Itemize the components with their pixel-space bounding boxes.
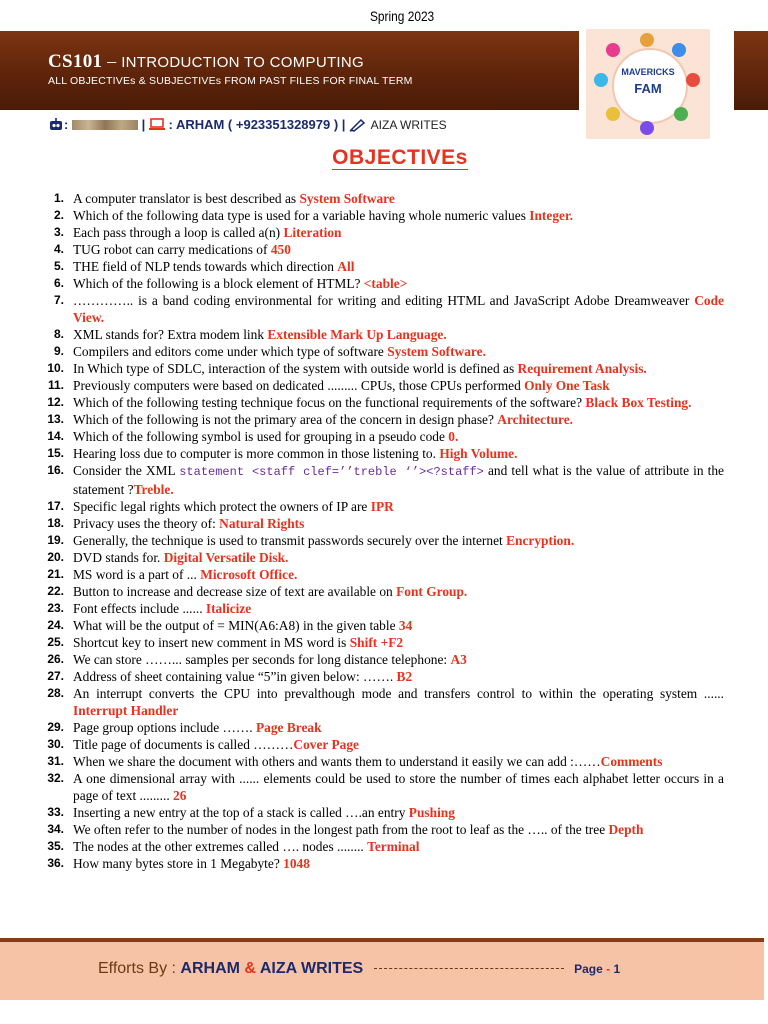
logo-figure <box>606 43 620 57</box>
question-text: DVD stands for. <box>73 550 164 565</box>
question-number: 26. <box>47 652 64 666</box>
question-item <box>0 428 768 445</box>
question-number: 6. <box>53 276 64 290</box>
question-number: 30. <box>47 737 64 751</box>
answer-text: Italicize <box>205 601 252 616</box>
question-number: 3. <box>53 225 64 239</box>
question-text: Inserting a new entry at the top of a stack is called ….an entry <box>73 805 409 820</box>
question-number: 32. <box>47 771 64 785</box>
question-number: 36. <box>47 856 64 870</box>
question-number: 24. <box>47 618 64 632</box>
question-text: Each pass through a loop is called a(n) <box>73 225 284 240</box>
question-item <box>0 770 768 804</box>
page-label: Page <box>574 962 603 976</box>
question-item <box>0 532 768 549</box>
question-item <box>0 241 768 258</box>
question-item <box>0 600 768 617</box>
question-number: 13. <box>47 412 64 426</box>
answer-text: Literation <box>283 225 342 240</box>
question-text: Which of the following data type is used for a variable having whole numeric values <box>73 208 530 223</box>
answer-text: All <box>337 259 355 274</box>
term-label: Spring 2023 <box>370 8 435 24</box>
question-item <box>0 821 768 838</box>
course-title <box>48 51 364 73</box>
question-number: 17. <box>47 499 64 513</box>
answer-text: Comments <box>600 754 663 769</box>
answer-text: System Software. <box>387 344 486 359</box>
question-item <box>0 445 768 462</box>
contact-phone: : ARHAM ( +923351328979 ) | <box>168 117 346 133</box>
answer-text: Encryption. <box>506 533 575 548</box>
question-text: Shortcut key to insert new comment in MS word is <box>73 635 350 650</box>
question-number: 8. <box>53 327 64 341</box>
question-number: 10. <box>47 361 64 375</box>
footer-arham: ARHAM <box>180 960 240 977</box>
answer-text: Microsoft Office. <box>200 567 298 582</box>
question-text: We often refer to the number of nodes in the longest path from the root to leaf as the ….. of the tree <box>73 822 609 837</box>
question-list <box>0 190 768 872</box>
answer-text: 34 <box>398 618 413 633</box>
question-text: Which of the following testing technique focus on the functional requirements of the software? <box>73 395 586 410</box>
question-number: 18. <box>47 516 64 530</box>
answer-text: Page Break <box>255 720 322 735</box>
question-item <box>0 394 768 411</box>
answer-text: Digital Versatile Disk. <box>163 550 289 565</box>
answer-text: 1048 <box>283 856 310 871</box>
question-number: 25. <box>47 635 64 649</box>
question-item <box>0 498 768 515</box>
question-item <box>0 651 768 668</box>
question-item <box>0 719 768 736</box>
question-text: Font effects include ...... <box>73 601 206 616</box>
question-text: What will be the output of = MIN(A6:A8) in the given table <box>73 618 399 633</box>
question-item <box>0 617 768 634</box>
laptop-icon <box>149 118 165 131</box>
question-number: 20. <box>47 550 64 564</box>
section-title <box>0 146 768 170</box>
course-name: INTRODUCTION TO COMPUTING <box>121 54 364 71</box>
answer-text: High Volume. <box>439 446 518 461</box>
header-banner-edge <box>734 31 768 110</box>
answer-text: B2 <box>396 669 413 684</box>
question-text: Compilers and editors come under which type of software <box>73 344 388 359</box>
answer-text: Integer. <box>529 208 574 223</box>
question-text: Hearing loss due to computer is more common in those listening to. <box>73 446 440 461</box>
question-number: 35. <box>47 839 64 853</box>
question-text: Previously computers were based on dedicated ......... CPUs, those CPUs performed <box>73 378 525 393</box>
footer-aiza: AIZA WRITES <box>259 960 364 977</box>
question-text-cont: and tell what is the value of attribute in the statement ? <box>73 463 724 497</box>
answer-text: Pushing <box>408 805 455 820</box>
answer-text: Depth <box>608 822 644 837</box>
course-subline: ALL OBJECTIVEs & SUBJECTIVEs FROM PAST FILES FOR FINAL TERM <box>48 75 413 87</box>
question-item <box>0 685 768 719</box>
question-item <box>0 855 768 872</box>
footer-amp: & <box>239 960 260 977</box>
page-number: 1 <box>613 962 621 976</box>
page-dash: - <box>602 962 614 976</box>
question-number: 34. <box>47 822 64 836</box>
answer-text: <table> <box>363 276 408 291</box>
question-text: A computer translator is best described as <box>73 191 300 206</box>
answer-text: Only One Task <box>524 378 610 393</box>
question-text: Which of the following symbol is used for grouping in a pseudo code <box>73 429 449 444</box>
question-number: 1. <box>53 191 64 205</box>
question-item <box>0 566 768 583</box>
writing-hand-icon <box>349 118 367 132</box>
question-number: 19. <box>47 533 64 547</box>
question-text: TUG robot can carry medications of <box>73 242 271 257</box>
question-item <box>0 462 768 498</box>
question-code: statement <staff clef=’’treble ‘’><?staff> <box>179 465 484 479</box>
contact-aiza: AIZA WRITES <box>370 117 447 132</box>
question-item <box>0 326 768 343</box>
question-text: A one dimensional array with ...... elements could be used to store the number of times each alphabet letter occurs in a page of text ......... <box>73 771 724 803</box>
redacted-text <box>72 120 138 130</box>
question-text: When we share the document with others and wants them to understand it easily we can add :…… <box>73 754 601 769</box>
question-item <box>0 258 768 275</box>
logo-figure <box>672 43 686 57</box>
course-dash: – <box>102 51 122 71</box>
logo-text-bottom: FAM <box>634 81 662 96</box>
answer-text: Cover Page <box>293 737 359 752</box>
question-number: 28. <box>47 686 64 700</box>
question-number: 11. <box>47 378 64 392</box>
answer-text: Black Box Testing. <box>585 395 692 410</box>
question-item <box>0 275 768 292</box>
answer-text: 0. <box>448 429 459 444</box>
contact-separator: | <box>141 117 146 133</box>
question-item <box>0 343 768 360</box>
footer-credits <box>98 960 620 978</box>
question-item <box>0 360 768 377</box>
answer-text: Terminal <box>367 839 420 854</box>
footer-efforts: Efforts By : <box>98 960 181 977</box>
question-number: 2. <box>53 208 64 222</box>
question-item <box>0 207 768 224</box>
question-text: Which of the following is a block element of HTML? <box>73 276 364 291</box>
question-text: Specific legal rights which protect the owners of IP are <box>73 499 371 514</box>
question-text: Privacy uses the theory of: <box>73 516 220 531</box>
answer-text: Architecture. <box>497 412 574 427</box>
question-text: Consider the XML <box>73 463 180 478</box>
question-number: 21. <box>47 567 64 581</box>
question-item <box>0 292 768 326</box>
question-number: 33. <box>47 805 64 819</box>
question-item <box>0 411 768 428</box>
question-item <box>0 549 768 566</box>
answer-text: 26 <box>173 788 187 803</box>
question-text: Button to increase and decrease size of text are available on <box>73 584 397 599</box>
answer-text: A3 <box>450 652 467 667</box>
question-number: 15. <box>47 446 64 460</box>
question-item <box>0 224 768 241</box>
answer-text: Shift +F2 <box>349 635 404 650</box>
question-item <box>0 668 768 685</box>
logo-figure <box>640 33 654 47</box>
question-text: Title page of documents is called ……… <box>73 737 294 752</box>
question-item <box>0 753 768 770</box>
question-number: 27. <box>47 669 64 683</box>
question-text: XML stands for? Extra modem link <box>73 327 268 342</box>
question-item <box>0 190 768 207</box>
question-number: 9. <box>53 344 64 358</box>
footer <box>0 942 764 1000</box>
question-number: 7. <box>53 293 64 307</box>
course-code: CS101 <box>48 51 103 72</box>
question-number: 4. <box>53 242 64 256</box>
contact-line: : | : ARHAM ( +923351328979 ) | AIZA WRITES <box>48 116 447 132</box>
question-item <box>0 515 768 532</box>
question-number: 5. <box>53 259 64 273</box>
question-number: 12. <box>47 395 64 409</box>
question-text: How many bytes store in 1 Megabyte? <box>73 856 284 871</box>
question-text: We can store ……... samples per seconds for long distance telephone: <box>73 652 451 667</box>
question-text: Page group options include ……. <box>73 720 256 735</box>
mavericks-fam-logo <box>586 29 710 139</box>
question-item <box>0 377 768 394</box>
answer-text: Treble. <box>133 482 174 497</box>
question-text: In Which type of SDLC, interaction of the system with outside world is defined as <box>73 361 518 376</box>
footer-dashes <box>374 968 564 969</box>
robot-icon <box>48 118 64 132</box>
answer-text: IPR <box>370 499 394 514</box>
question-text: Which of the following is not the primary area of the concern in design phase? <box>73 412 498 427</box>
question-text: ………….. is a band coding environmental for writing and editing HTML and JavaScript Adobe Dreamweaver <box>73 293 695 308</box>
question-number: 23. <box>47 601 64 615</box>
section-title-text: OBJECTIVEs <box>332 146 468 169</box>
question-number: 31. <box>47 754 64 768</box>
answer-text: Natural Rights <box>219 516 305 531</box>
question-text: Generally, the technique is used to transmit passwords securely over the internet <box>73 533 507 548</box>
question-number: 14. <box>47 429 64 443</box>
logo-figure <box>640 121 654 135</box>
answer-text: Font Group. <box>396 584 468 599</box>
question-number: 22. <box>47 584 64 598</box>
answer-text: Interrupt Handler <box>73 703 179 718</box>
answer-text: Requirement Analysis. <box>517 361 647 376</box>
question-text: MS word is a part of ... <box>73 567 201 582</box>
answer-text: System Software <box>299 191 395 206</box>
question-text: Address of sheet containing value “5”in given below: ……. <box>73 669 397 684</box>
question-text: THE field of NLP tends towards which direction <box>73 259 338 274</box>
logo-figure <box>674 107 688 121</box>
answer-text: Extensible Mark Up Language. <box>267 327 447 342</box>
question-item <box>0 838 768 855</box>
question-item <box>0 634 768 651</box>
answer-text: 450 <box>270 242 291 257</box>
question-text: An interrupt converts the CPU into prevalthough mode and transfers control to within the operating system ...... <box>73 686 724 701</box>
answer-text: Code View. <box>73 293 724 325</box>
question-item <box>0 736 768 753</box>
question-text: The nodes at the other extremes called …. nodes ........ <box>73 839 368 854</box>
question-number: 29. <box>47 720 64 734</box>
question-number: 16. <box>47 463 64 477</box>
logo-figure <box>606 107 620 121</box>
logo-text-top: MAVERICKS <box>621 67 675 77</box>
question-item <box>0 583 768 600</box>
question-item <box>0 804 768 821</box>
